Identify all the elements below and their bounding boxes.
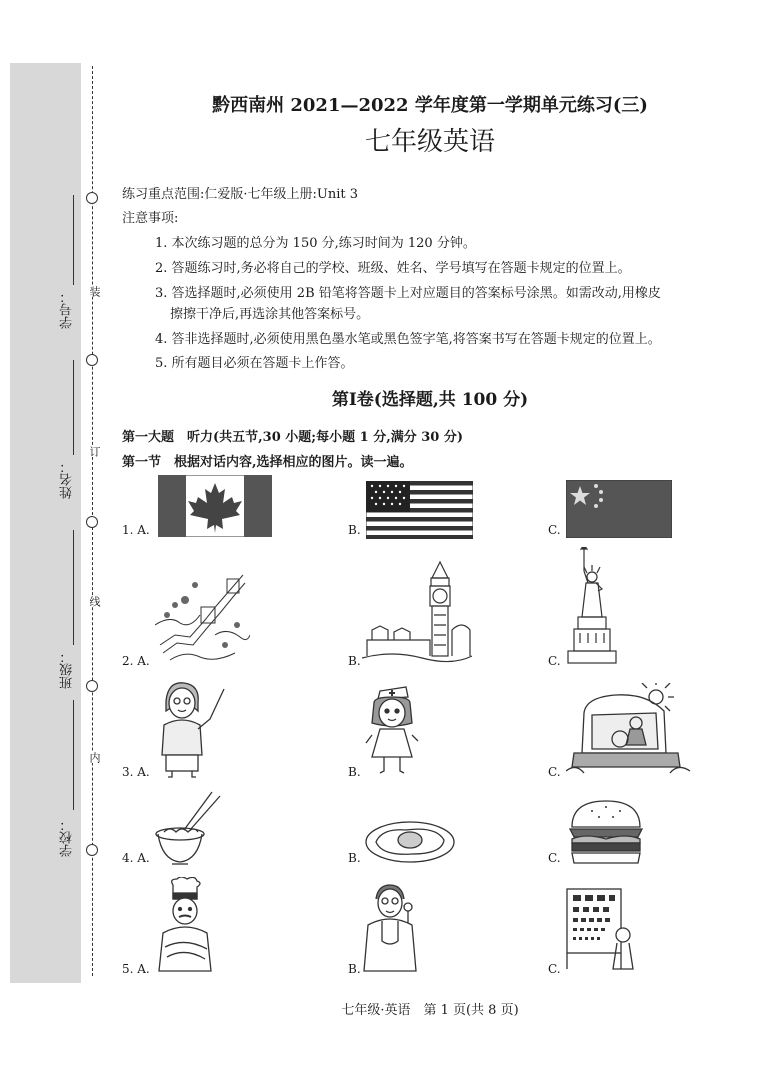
binding-hole: [86, 680, 98, 692]
usa-flag-icon: [366, 481, 473, 539]
q3-option-c-label: C.: [548, 765, 561, 779]
q5-option-c-label: C.: [548, 962, 561, 976]
note-item-cont: 擦擦干净后,再选涂其他答案标号。: [170, 307, 370, 322]
exam-title: 黔西南州 2021—2022 学年度第一学期单元练习(三): [212, 95, 648, 116]
note-item: 4. 答非选择题时,必须使用黑色墨水笔或黑色签字笔,将答案书写在答题卡规定的位置上。: [155, 332, 661, 347]
doctor-icon: [360, 881, 420, 973]
q1-option-a-label: 1. A.: [122, 523, 150, 537]
q4-option-c-label: C.: [548, 851, 561, 865]
binding-hole: [86, 516, 98, 528]
teacher-icon: [148, 679, 228, 779]
q4-option-a-label: 4. A.: [122, 851, 150, 865]
label-school: 学校：: [60, 818, 75, 857]
note-item: 1. 本次练习题的总分为 150 分,练习时间为 120 分钟。: [155, 236, 476, 251]
note-item: 2. 答题练习时,务必将自己的学校、班级、姓名、学号填写在答题卡规定的位置上。: [155, 261, 631, 276]
driver-icon: [566, 683, 694, 777]
eye-chart-icon: [565, 885, 637, 971]
note-item: 5. 所有题目必须在答题卡上作答。: [155, 356, 354, 371]
great-wall-icon: [155, 565, 250, 665]
label-id: 学号：: [60, 290, 75, 329]
subpart-heading: 第一节 根据对话内容,选择相应的图片。读一遍。: [122, 455, 413, 470]
q3-option-b-label: B.: [348, 765, 361, 779]
notes-title: 注意事项:: [122, 211, 179, 226]
exam-subtitle: 七年级英语: [364, 127, 495, 157]
binding-hole: [86, 192, 98, 204]
noodles-icon: [154, 790, 224, 868]
cut-char: 内: [88, 752, 101, 763]
scope-text: 练习重点范围:仁爱版·七年级上册:Unit 3: [122, 187, 359, 202]
school-field[interactable]: [73, 700, 74, 810]
nurse-icon: [364, 683, 424, 779]
cut-char: 装: [88, 286, 101, 297]
name-field[interactable]: [73, 360, 74, 455]
q2-option-b-label: B.: [348, 654, 361, 668]
statue-of-liberty-icon: [564, 547, 624, 667]
cut-char: 订: [88, 446, 101, 457]
q2-option-c-label: C.: [548, 654, 561, 668]
cut-char: 线: [88, 596, 101, 607]
q5-option-a-label: 5. A.: [122, 962, 150, 976]
q5-option-b-label: B.: [348, 962, 361, 976]
q2-option-a-label: 2. A.: [122, 654, 150, 668]
label-name: 姓名：: [60, 460, 75, 499]
id-field[interactable]: [73, 195, 74, 285]
q4-option-b-label: B.: [348, 851, 361, 865]
canada-flag-icon: [158, 475, 272, 537]
binding-hole: [86, 844, 98, 856]
q1-option-b-label: B.: [348, 523, 361, 537]
china-flag-icon: [566, 480, 672, 538]
cook-icon: [155, 877, 217, 973]
q1-option-c-label: C.: [548, 523, 561, 537]
part-heading: 第一大题 听力(共五节,30 小题;每小题 1 分,满分 30 分): [122, 430, 464, 445]
page-footer: 七年级·英语 第 1 页(共 8 页): [341, 1003, 519, 1018]
note-item: 3. 答选择题时,必须使用 2B 铅笔将答题卡上对应题目的答案标号涂黑。如需改动,用橡皮: [155, 286, 661, 301]
q3-option-a-label: 3. A.: [122, 765, 150, 779]
label-class: 班级：: [60, 650, 75, 689]
section-title: 第Ⅰ卷(选择题,共 100 分): [331, 390, 529, 410]
binding-hole: [86, 354, 98, 366]
egg-icon: [362, 818, 458, 866]
big-ben-icon: [362, 560, 472, 665]
class-field[interactable]: [73, 530, 74, 645]
hamburger-icon: [566, 797, 646, 867]
